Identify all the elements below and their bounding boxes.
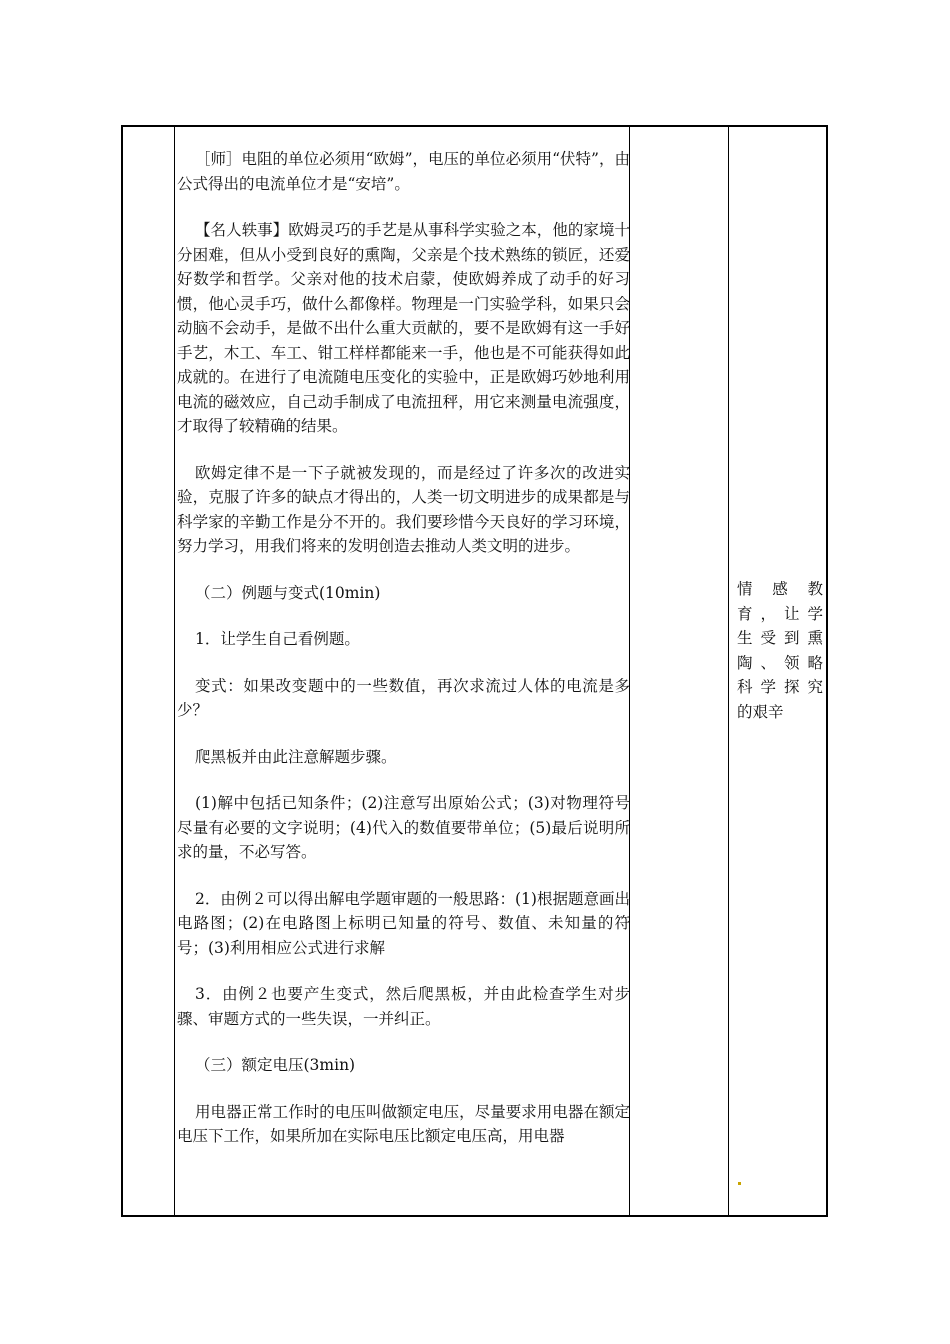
summary-paragraph: 欧姆定律不是一下子就被发现的，而是经过了许多次的改进实验，克服了许多的缺点才得出的，人类一切文明进步的成果都是与科学家的辛勤工作是分不开的。我们要珍惜今天良好的学习环境，努力学习，用我们将来的发明创造去推动人类文明的进步。 xyxy=(177,463,630,555)
note-line: 育，让学 xyxy=(737,604,823,623)
note-line: 陶、领略 xyxy=(737,653,823,672)
solution-steps-text: (1)解中包括已知条件；(2)注意写出原始公式；(3)对物理符号尽量有必要的文字说明；(4)代入的数值要带单位；(5)最后说明所求的量，不必写答。 xyxy=(177,794,630,861)
note-line: 科学探究 xyxy=(737,678,823,696)
step-3-text: 3．由例２也要产生变式，然后爬黑板，并由此检查学生对步骤、审题方式的一些失误，一并纠正。 xyxy=(177,985,630,1028)
table-divider xyxy=(174,127,175,1215)
section-heading-rated-voltage: （三）额定电压(3min) xyxy=(195,1056,356,1074)
teacher-remark: ［师］电阻的单位必须用“欧姆”，电压的单位必须用“伏特”，由公式得出的电流单位才是“安培”。 xyxy=(177,150,630,193)
variation-text: 变式：如果改变题中的一些数值，再次求流过人体的电流是多少？ xyxy=(177,676,630,719)
lesson-table xyxy=(121,125,828,1217)
decorative-dot xyxy=(738,1182,741,1185)
design-intent-cell xyxy=(737,577,823,724)
note-line: 生受到熏 xyxy=(737,629,823,647)
rated-voltage-text: 用电器正常工作时的电压叫做额定电压，尽量要求用电器在额定电压下工作，如果所加在实际电压比额定电压高，用电器 xyxy=(177,1102,630,1145)
blackboard-text: 爬黑板并由此注意解题步骤。 xyxy=(195,747,397,766)
section-heading-examples: （二）例题与变式(10min) xyxy=(195,583,381,602)
step-2-text: 2．由例２可以得出解电学题审题的一般思路：(1)根据题意画出电路图；(2)在电路图上标明已知量的符号、数值、未知量的符号；(3)利用相应公式进行求解 xyxy=(177,889,630,957)
table-divider xyxy=(728,127,729,1215)
teaching-content-cell xyxy=(177,147,630,1149)
anecdote-paragraph: 【名人轶事】欧姆灵巧的手艺是从事科学实验之本，他的家境十分困难，但从小受到良好的熏陶，父亲是个技术熟练的锁匠，还爱好数学和哲学。父亲对他的技术启蒙，使欧姆养成了动手的好习惯，他心灵手巧，做什么都像样。物理是一门实验学科，如果只会动脑不会动手，是做不出什么重大贡献的，要不是欧姆有这一手好手艺，木工、车工、钳工样样都能来一手，他也是不可能获得如此成就的。在进行了电流随电压变化的实验中，正是欧姆巧妙地利用电流的磁效应，自己动手制成了电流扭秤，用它来测量电流强度，才取得了较精确的结果。 xyxy=(177,221,630,435)
note-line: 的艰辛 xyxy=(737,702,784,721)
step-1-text: 1．让学生自己看例题。 xyxy=(195,630,360,648)
note-line: 情感教 xyxy=(737,580,823,598)
